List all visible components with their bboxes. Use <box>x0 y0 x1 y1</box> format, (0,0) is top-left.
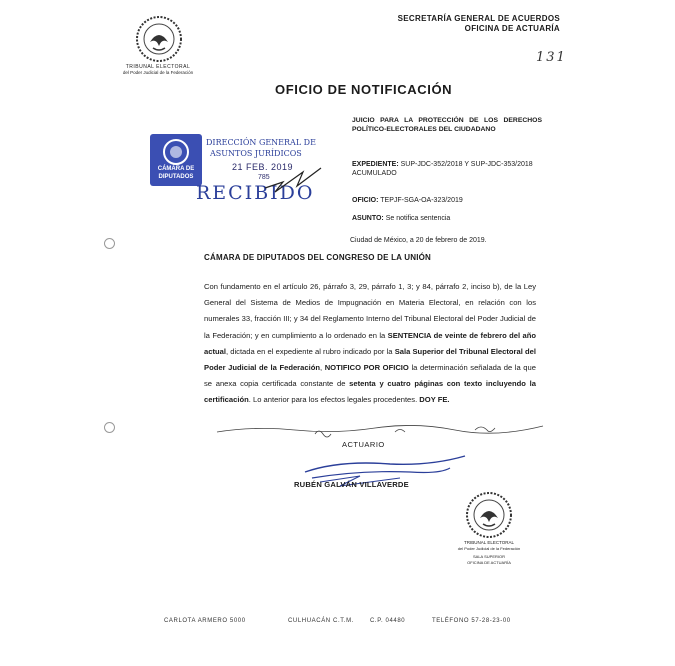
stamp-scribble-icon <box>263 164 323 194</box>
oficio-value: TEPJF-SGA-OA-323/2019 <box>380 197 463 204</box>
asunto-line <box>352 214 450 224</box>
oficina-heading: OFICINA DE ACTUARÍA <box>464 24 560 33</box>
bottom-seal-caption-4: OFICINA DE ACTUARÍA <box>467 560 511 565</box>
expediente-label: EXPEDIENTE: <box>352 161 399 168</box>
eagle-seal-icon <box>128 14 190 64</box>
body-bold-4: setenta y cuatro páginas con texto incluyendo la certificación <box>204 379 536 405</box>
tribunal-seal-top <box>118 14 198 78</box>
body-text-1: Con fundamento en el artículo 26, párrafo 3, 29, párrafo 1, 3; y 84, párrafo 2, inciso b), de la Ley General del Sistema de Medios de Impugnación en Materia Electoral, en relación con los numerales 33, fracción III; y 34 del Reglamento Interno del Tribunal Electoral del Poder Judicial de la Federación; y en cumplimiento a lo ordenado en la <box>204 282 536 340</box>
stamp-number: 785 <box>258 174 270 181</box>
tribunal-seal-bottom <box>444 490 534 570</box>
footer-address: CARLOTA ARMERO 5000 <box>164 618 246 624</box>
body-bold-2: Sala Superior del Tribunal Electoral del Poder Judicial de la Federación <box>204 346 536 373</box>
body-text-3: , <box>319 363 325 373</box>
bottom-seal-caption-3: SALA SUPERIOR <box>472 554 505 559</box>
handwriting-scribble-icon <box>215 418 545 440</box>
asunto-label: ASUNTO: <box>352 215 384 222</box>
body-bold-5: DOY FE. <box>419 395 450 405</box>
seal-caption-2: del Poder Judicial de la Federación <box>122 70 194 75</box>
chamber-label-1: CÁMARA DE <box>157 166 195 172</box>
stamp-received-label: RECIBIDO <box>196 182 315 204</box>
footer-postal-code: C.P. 04480 <box>370 618 406 624</box>
notification-body <box>204 279 536 409</box>
punch-hole-top <box>104 238 115 249</box>
chamber-label-2: DIPUTADOS <box>158 174 194 180</box>
body-text-2: , dictada en el expediente al rubro indicado por la <box>225 346 395 356</box>
chamber-emblem-icon <box>150 134 202 170</box>
bottom-seal-caption-2: del Poder Judicial de la Federación <box>457 546 521 551</box>
place-date: Ciudad de México, a 20 de febrero de 2019. <box>350 237 487 244</box>
header-block <box>320 14 560 34</box>
body-bold-1: SENTENCIA de veinte de febrero del año actual <box>204 330 537 356</box>
received-stamp <box>148 134 330 212</box>
body-text-5: . Lo anterior para los efectos legales procedentes. <box>248 395 420 405</box>
secretaria-heading: SECRETARÍA GENERAL DE ACUERDOS <box>397 14 560 23</box>
footer-colony: CULHUACÁN C.T.M. <box>288 618 354 624</box>
page-number: 131 <box>536 50 567 65</box>
expediente-line <box>352 160 542 178</box>
eagle-seal-icon <box>458 490 520 540</box>
punch-hole-bottom <box>104 422 115 433</box>
oficio-line <box>352 196 463 206</box>
oficio-label: OFICIO: <box>352 197 379 204</box>
stamp-dept-1: DIRECCIÓN GENERAL DE <box>206 138 316 147</box>
body-text-4: la determinación señalada de la que se anexa copia certificada constante de <box>204 363 536 389</box>
asunto-value: Se notifica sentencia <box>385 215 451 222</box>
seal-caption-1: TRIBUNAL ELECTORAL <box>125 64 191 70</box>
case-type: JUICIO PARA LA PROTECCIÓN DE LOS DERECHOS POLÍTICO-ELECTORALES DEL CIUDADANO <box>352 117 542 133</box>
footer-phone: TELÉFONO 57-28-23-00 <box>432 618 511 624</box>
bottom-seal-caption-1: TRIBUNAL ELECTORAL <box>463 540 514 545</box>
signer-name: RUBÉN GALVÁN VILLAVERDE <box>294 480 409 489</box>
stamp-dept-2: ASUNTOS JURÍDICOS <box>210 149 302 158</box>
addressee: CÁMARA DE DIPUTADOS DEL CONGRESO DE LA UNIÓN <box>204 253 432 262</box>
body-bold-3: NOTIFICO POR OFICIO <box>324 363 409 373</box>
expediente-value: SUP-JDC-352/2018 Y SUP-JDC-353/2018 ACUMULADO <box>352 161 533 177</box>
signature-role: ACTUARIO <box>342 440 385 449</box>
stamp-date: 21 FEB. 2019 <box>232 162 294 172</box>
document-title: OFICIO DE NOTIFICACIÓN <box>275 82 453 97</box>
chamber-logo-box <box>150 134 202 186</box>
